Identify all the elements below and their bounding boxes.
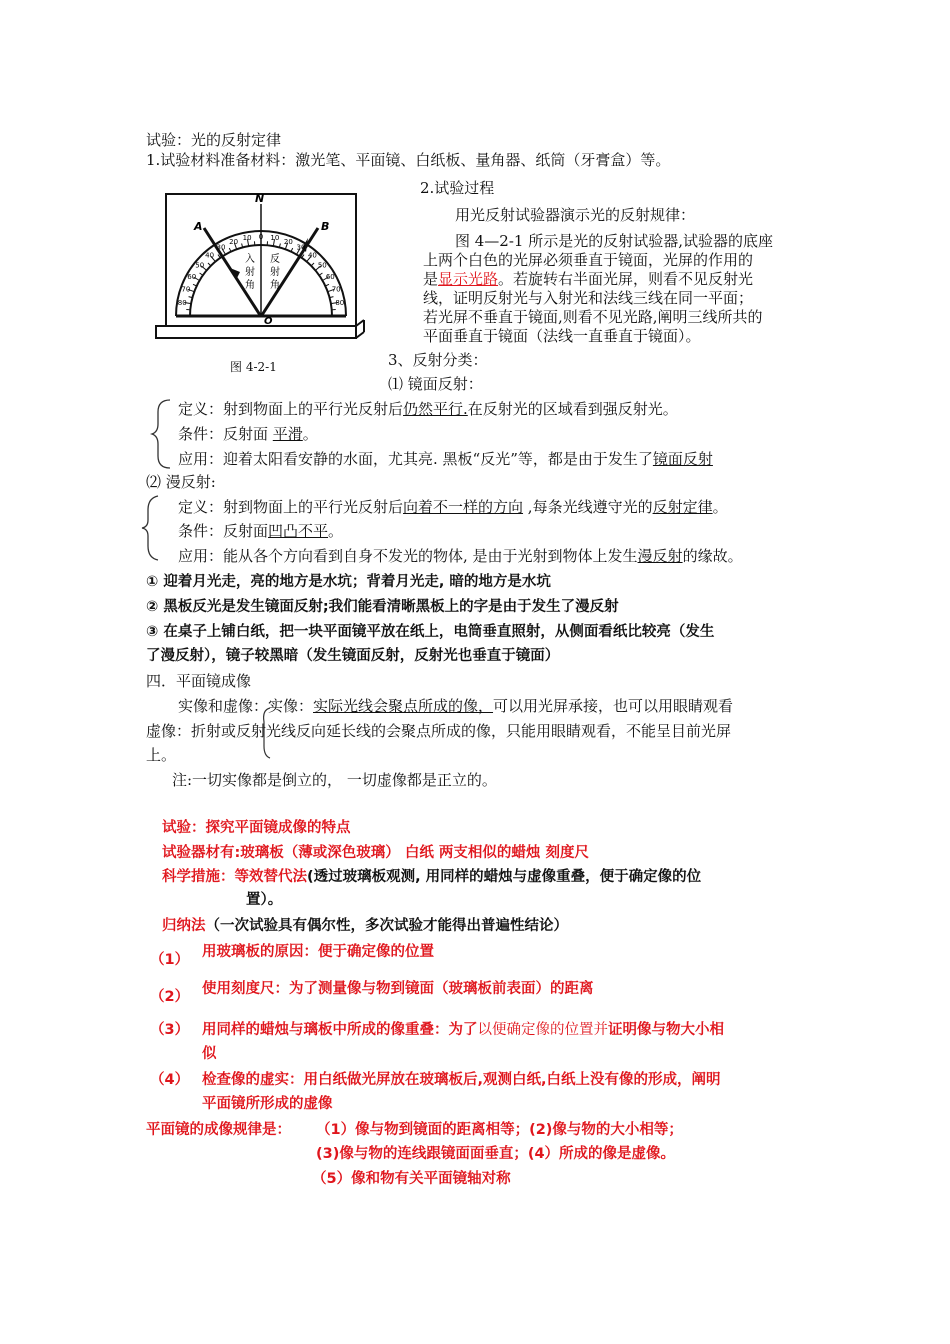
experiment-title: 试验：探究平面镜成像的特点 (162, 820, 351, 836)
diffuse-application: 应用：能从各个方向看到自身不发光的物体, 是由于光射到物体上发生漫反射的缘故。 (178, 547, 743, 565)
experiment-method-cont: 置）。 (246, 892, 283, 908)
item-3-num: （3） (150, 1022, 190, 1038)
protractor-label: 40 (205, 251, 215, 260)
protractor-label: 20 (283, 237, 293, 246)
classification-heading: 3、反射分类： (388, 351, 488, 369)
label-o: O (264, 316, 273, 327)
protractor-label: 40 (307, 251, 317, 260)
item-2-text: 使用刻度尺：为了测量像与物到镜面（玻璃板前表面）的距离 (202, 981, 594, 997)
laws-label: 平面镜的成像规律是： (146, 1122, 291, 1138)
protractor-label: 80 (177, 299, 187, 308)
protractor-label: 30 (296, 243, 306, 252)
figure-4-2-1 (152, 190, 367, 355)
process-intro: 用光反射试验器演示光的反射规律： (455, 206, 696, 224)
mirror-condition: 条件：反射面 平滑。 (178, 425, 318, 443)
virtual-image-line: 虚像：折射或反射光线反向延长线的会聚点所成的像，只能用眼睛观看，不能呈目前光屏 (146, 722, 732, 740)
virtual-image-line-2: 上。 (146, 746, 177, 764)
example-2: ② 黑板反光是发生镜面反射;我们能看清晰黑板上的字是由于发生了漫反射 (146, 599, 619, 615)
display-path-link: 显示光路 (438, 270, 499, 288)
brace-diffuse (140, 494, 164, 562)
laws-line-3: （5）像和物有关平面镜轴对称 (312, 1171, 511, 1187)
process-line-3: 是显示光路。若旋转右半面光屏，则看不见反射光 (423, 270, 754, 288)
plane-mirror-heading: 四．平面镜成像 (146, 672, 252, 690)
label-n: N (255, 192, 265, 205)
item-2-num: （2） (150, 989, 190, 1005)
inc-label-char: 射 (245, 267, 255, 278)
protractor-tick (311, 263, 314, 266)
inc-label-char: 入 (245, 254, 255, 265)
protractor-tick (208, 263, 211, 266)
example-1: ① 迎着月光走，亮的地方是水坑；背着月光走, 暗的地方是水坑 (146, 574, 551, 590)
process-line-6: 平面垂直于镜面（法线一直垂直于镜面）。 (423, 327, 701, 345)
bracket-mark (258, 706, 272, 760)
note-line: 注:一切实像都是倒立的， 一切虚像都是正立的。 (172, 771, 497, 789)
protractor-label: 80 (335, 299, 345, 308)
example-3-cont: 了漫反射），镜子较黑暗（发生镜面反射，反射光也垂直于镜面） (146, 648, 560, 664)
protractor-label: 50 (195, 261, 205, 270)
item-4-num: （4） (150, 1072, 190, 1088)
example-3: ③ 在桌子上铺白纸，把一块平面镜平放在纸上，电筒垂直照射，从侧面看纸比较亮（发生 (146, 624, 715, 640)
figure-caption: 图 4-2-1 (230, 360, 277, 374)
experiment-induction: 归纳法（一次试验具有偶尔性，多次试验才能得出普遍性结论） (162, 918, 568, 934)
mirror-definition: 定义：射到物面上的平行光反射后仍然平行.在反射光的区域看到强反射光。 (178, 400, 678, 418)
ref-label-char: 反 (270, 254, 280, 265)
process-line-2: 上两个白色的光屏必须垂直于镜面，光屏的作用的 (423, 251, 754, 269)
brace-mirror (150, 398, 174, 470)
diffuse-definition: 定义：射到物面上的平行光反射后向着不一样的方向 ,每条光线遵守光的反射定律。 (178, 498, 728, 516)
protractor-label: 20 (229, 237, 239, 246)
protractor-label: 30 (216, 243, 226, 252)
doc-title: 试验：光的反射定律 (146, 131, 282, 149)
protractor-label: 10 (242, 234, 252, 243)
laws-line-2: (3)像与物的连线跟镜面面垂直；(4）所成的像是虚像。 (316, 1146, 676, 1162)
protractor-label: 60 (325, 273, 335, 281)
item-1-num: （1） (150, 952, 190, 968)
item-1-text: 用玻璃板的原因：便于确定像的位置 (202, 944, 434, 960)
item-3-text: 用同样的蜡烛与璃板中所成的像重叠：为了以便确定像的位置并证明像与物大小相 (202, 1022, 724, 1038)
protractor-label: 70 (331, 285, 341, 294)
protractor-label: 10 (270, 234, 280, 243)
ref-label-char: 射 (270, 267, 280, 278)
reflection-apparatus-diagram (152, 190, 367, 355)
ref-label-char: 角 (270, 280, 280, 291)
protractor-label: 50 (317, 261, 327, 270)
laws-line-1: （1）像与物到镜面的距离相等；(2)像与物的大小相等； (316, 1122, 683, 1138)
process-heading: 2.试验过程 (420, 179, 495, 197)
process-line-5: 若光屏不垂直于镜面,则看不见光路,阐明三线所共的 (423, 308, 763, 326)
process-body (423, 232, 813, 346)
process-line-1: 图 4—2-1 所示是光的反射试验器,试验器的底座 (455, 232, 774, 250)
experiment-method: 科学措施：等效替代法(透过玻璃板观测, 用同样的蜡烛与虚像重叠，便于确定像的位 (162, 869, 702, 885)
mirror-reflection-heading: ⑴ 镜面反射： (388, 375, 483, 393)
item-4-text-cont: 平面镜所形成的虚像 (202, 1096, 333, 1112)
protractor-label: 60 (187, 273, 197, 281)
item-4-text: 检查像的虚实：用白纸做光屏放在玻璃板后,观测白纸,白纸上没有像的形成，阐明 (202, 1072, 721, 1088)
diffuse-reflection-heading: ⑵ 漫反射: (146, 473, 216, 491)
mirror-application: 应用：迎着太阳看安静的水面，尤其亮. 黑板“反光”等，都是由于发生了镜面反射 (178, 450, 713, 468)
experiment-equipment: 试验器材有:玻璃板（薄或深色玻璃） 白纸 两支相似的蜡烛 刻度尺 (162, 845, 589, 861)
item-3-text-cont: 似 (202, 1046, 217, 1062)
materials-line: 1.试验材料准备材料：激光笔、平面镜、白纸板、量角器、纸筒（牙膏盒）等。 (146, 151, 671, 169)
label-a: A (194, 220, 203, 233)
inc-label-char: 角 (245, 280, 255, 291)
protractor-label: 0 (258, 233, 264, 241)
protractor-label: 70 (181, 285, 191, 294)
diffuse-condition: 条件：反射面凹凸不平。 (178, 522, 344, 540)
real-image-line: 实像和虚像：实像：实际光线会聚点所成的像，可以用光屏承接，也可以用眼睛观看 (178, 697, 734, 715)
label-b: B (321, 220, 330, 233)
process-line-4: 线，证明反射光与入射光和法线三线在同一平面； (423, 289, 754, 307)
